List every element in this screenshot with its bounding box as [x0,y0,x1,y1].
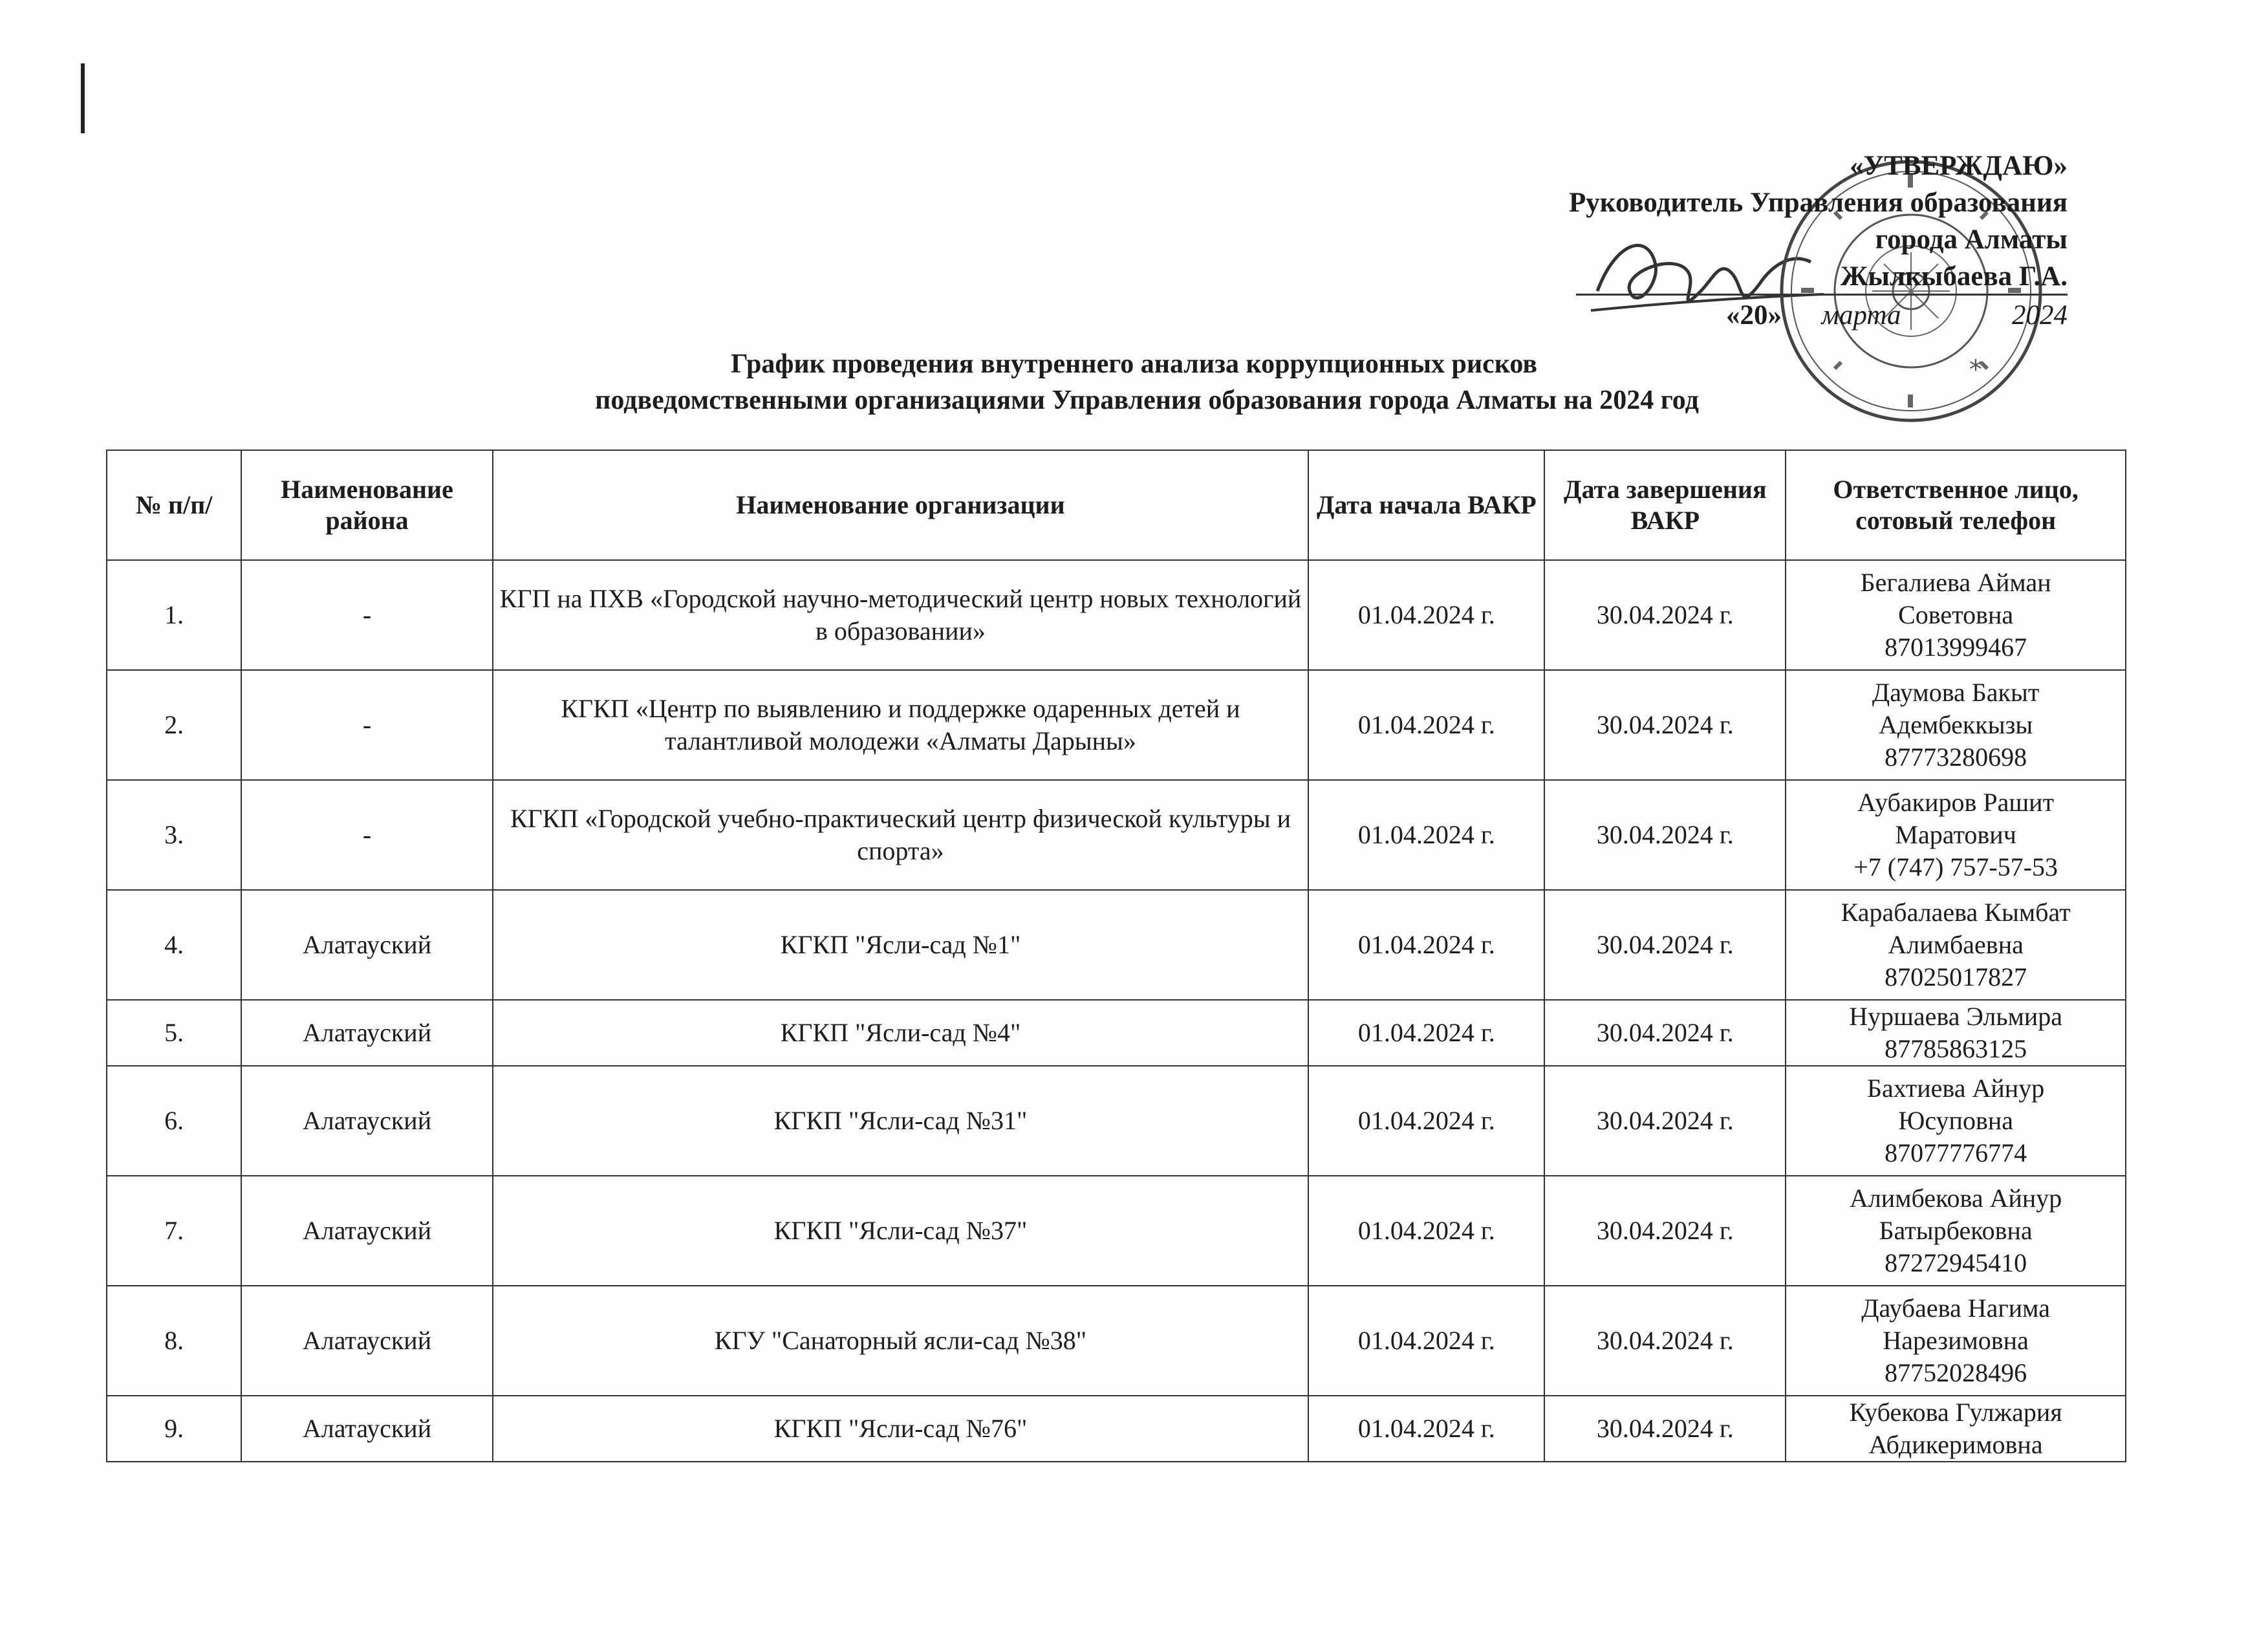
person-name: Кубекова Гулжария [1849,1398,2062,1427]
cell-start-date: 01.04.2024 г. [1308,1066,1544,1176]
person-name: Аубакиров Рашит [1857,788,2055,817]
cell-responsible [1786,1396,2126,1462]
cell-district: Алатауский [241,1396,493,1462]
document-title [0,346,2268,418]
cell-responsible [1786,890,2126,1000]
approval-date-month: марта [1821,300,1901,330]
person-patronymic: Абдикеримовна [1868,1430,2043,1459]
cell-organization: КГКП «Центр по выявлению и поддержке одаренных детей и талантливой молодежи «Алматы Дарыны» [493,670,1308,780]
cell-num: 3. [107,780,241,890]
cell-responsible [1786,670,2126,780]
cell-organization: КГУ "Санаторный ясли-сад №38" [493,1286,1308,1396]
cell-start-date: 01.04.2024 г. [1308,780,1544,890]
person-phone: +7 (747) 757-57-53 [1853,852,2058,882]
cell-responsible [1786,1000,2126,1066]
table-header-row [107,450,2126,560]
cell-district: Алатауский [241,1176,493,1286]
margin-mark [81,63,85,133]
header-organization: Наименование организации [493,450,1308,560]
cell-num: 9. [107,1396,241,1462]
cell-end-date: 30.04.2024 г. [1544,1000,1786,1066]
cell-num: 6. [107,1066,241,1176]
person-name: Нуршаева Эльмира [1849,1002,2063,1031]
cell-district: - [241,780,493,890]
approval-date-year: 2024 [2012,300,2068,330]
cell-organization: КГП на ПХВ «Городской научно-методический центр новых технологий в образовании» [493,560,1308,670]
cell-start-date: 01.04.2024 г. [1308,1396,1544,1462]
cell-num: 4. [107,890,241,1000]
cell-end-date: 30.04.2024 г. [1544,670,1786,780]
header-num: № п/п/ [107,450,241,560]
header-district: Наименование района [241,450,493,560]
person-patronymic: Советовна [1898,600,2014,629]
approval-signer: Жылкыбаева Г.А. [1840,261,2068,292]
cell-district: Алатауский [241,1066,493,1176]
person-name: Даубаева Нагима [1861,1294,2050,1323]
person-phone: 87785863125 [1885,1034,2027,1063]
person-patronymic: Юсуповна [1898,1106,2014,1135]
cell-responsible [1786,780,2126,890]
table-row [107,670,2126,780]
cell-start-date: 01.04.2024 г. [1308,1176,1544,1286]
header-end-date: Дата завершения ВАКР [1544,450,1786,560]
person-phone: 87773280698 [1885,742,2027,772]
person-patronymic: Батырбековна [1879,1216,2033,1245]
cell-organization: КГКП "Ясли-сад №1" [493,890,1308,1000]
cell-start-date: 01.04.2024 г. [1308,1286,1544,1396]
cell-district: - [241,560,493,670]
cell-end-date: 30.04.2024 г. [1544,1066,1786,1176]
approval-position: Руководитель Управления образования [1569,188,2068,218]
cell-end-date: 30.04.2024 г. [1544,890,1786,1000]
title-line-2: подведомственными организациями Управления образования города Алматы на 2024 год [595,385,1699,415]
person-phone: 87752028496 [1885,1358,2027,1387]
person-name: Карабалаева Кымбат [1841,898,2071,927]
table-row [107,1066,2126,1176]
person-phone: 87272945410 [1885,1248,2027,1277]
cell-start-date: 01.04.2024 г. [1308,560,1544,670]
approval-heading: «УТВЕРЖДАЮ» [1850,151,2068,181]
person-phone: 87025017827 [1885,962,2027,991]
table-row [107,1286,2126,1396]
cell-responsible [1786,1066,2126,1176]
cell-num: 7. [107,1176,241,1286]
cell-start-date: 01.04.2024 г. [1308,890,1544,1000]
approval-date [1421,297,2068,334]
table-row [107,560,2126,670]
approval-city: города Алматы [1875,224,2068,255]
cell-district: Алатауский [241,1000,493,1066]
cell-num: 2. [107,670,241,780]
cell-responsible [1786,1286,2126,1396]
cell-end-date: 30.04.2024 г. [1544,1396,1786,1462]
cell-end-date: 30.04.2024 г. [1544,1286,1786,1396]
table-row [107,890,2126,1000]
cell-organization: КГКП "Ясли-сад №37" [493,1176,1308,1286]
table-row [107,1396,2126,1462]
person-name: Бегалиева Айман [1860,568,2051,597]
table-row [107,1176,2126,1286]
cell-responsible [1786,1176,2126,1286]
person-patronymic: Алимбаевна [1888,930,2024,959]
svg-text:*: * [1969,355,1982,385]
table-row [107,1000,2126,1066]
cell-organization: КГКП «Городской учебно-практический центр физической культуры и спорта» [493,780,1308,890]
cell-organization: КГКП "Ясли-сад №31" [493,1066,1308,1176]
cell-start-date: 01.04.2024 г. [1308,1000,1544,1066]
header-responsible: Ответственное лицо, сотовый телефон [1786,450,2126,560]
table-row [107,780,2126,890]
cell-num: 1. [107,560,241,670]
cell-organization: КГКП "Ясли-сад №4" [493,1000,1308,1066]
header-start-date: Дата начала ВАКР [1308,450,1544,560]
cell-num: 5. [107,1000,241,1066]
cell-end-date: 30.04.2024 г. [1544,780,1786,890]
cell-organization: КГКП "Ясли-сад №76" [493,1396,1308,1462]
title-line-1: График проведения внутреннего анализа коррупционных рисков [730,349,1538,379]
cell-end-date: 30.04.2024 г. [1544,1176,1786,1286]
person-patronymic: Нарезимовна [1883,1326,2029,1355]
cell-responsible [1786,560,2126,670]
person-phone: 87077776774 [1885,1138,2027,1167]
cell-district: Алатауский [241,1286,493,1396]
person-phone: 87013999467 [1885,633,2027,662]
person-patronymic: Адембеккызы [1878,710,2033,739]
approval-block [1421,147,2068,334]
person-name: Даумова Бакыт [1872,678,2040,707]
cell-district: - [241,670,493,780]
cell-district: Алатауский [241,890,493,1000]
person-patronymic: Маратович [1895,820,2016,849]
schedule-table [106,449,2126,1462]
person-name: Алимбекова Айнур [1849,1184,2062,1213]
approval-date-day: «20» [1726,300,1782,330]
cell-num: 8. [107,1286,241,1396]
person-name: Бахтиева Айнур [1867,1074,2045,1103]
cell-end-date: 30.04.2024 г. [1544,560,1786,670]
cell-start-date: 01.04.2024 г. [1308,670,1544,780]
